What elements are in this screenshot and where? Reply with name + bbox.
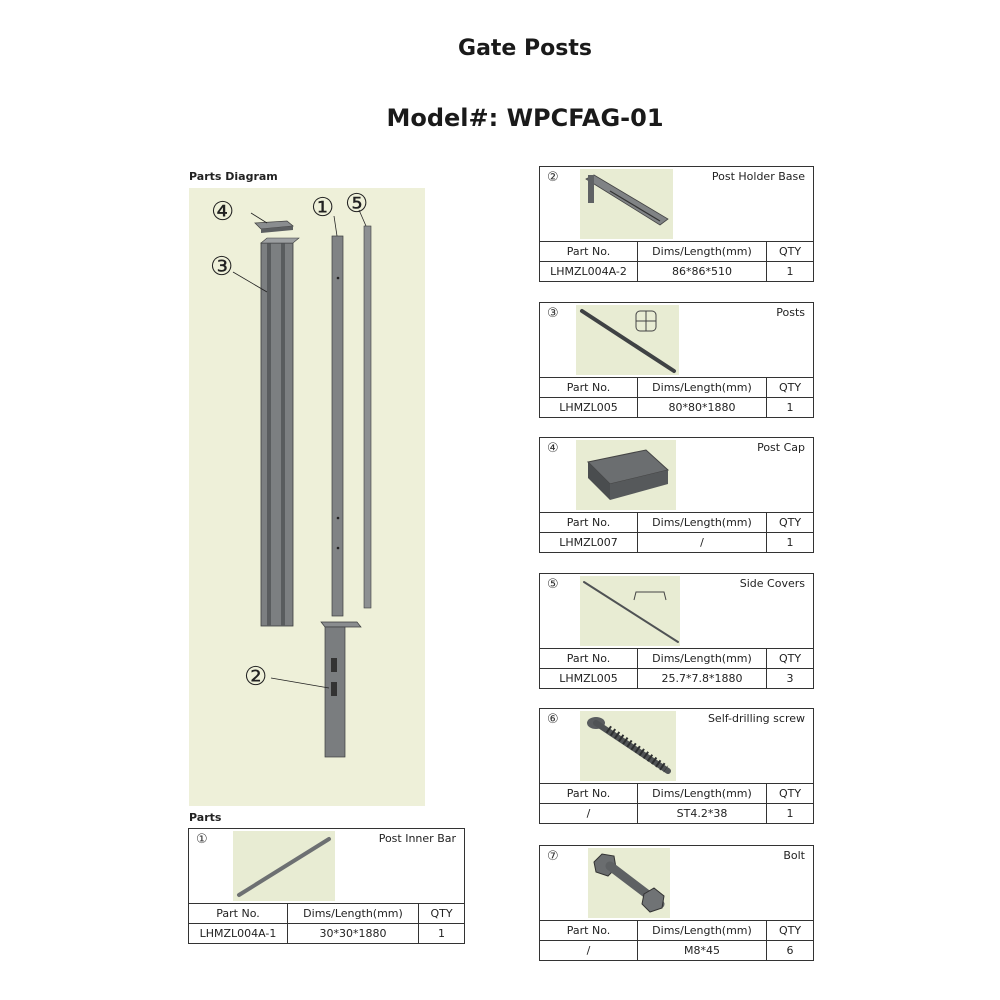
col-header-qty: QTY [778, 381, 802, 394]
leader-line [251, 213, 267, 223]
part-name: Post Holder Base [711, 170, 805, 183]
part-no-value: LHMZL007 [540, 533, 638, 552]
qty-value: 1 [786, 536, 794, 549]
col-header-part-no: Part No. [540, 378, 638, 397]
callout-4: ④ [211, 197, 235, 227]
inner-bar-hole [337, 547, 340, 550]
part-name: Post Cap [757, 441, 805, 454]
inner-bar-hole [337, 517, 340, 520]
col-header-dims: Dims/Length(mm) [288, 904, 419, 923]
part-number-badge: ② [547, 170, 559, 185]
side-covers-image [580, 576, 680, 646]
screw-image [580, 711, 676, 781]
page-title: Gate Posts [458, 36, 592, 61]
dims-value: 25.7*7.8*1880 [638, 669, 767, 688]
dims-value: M8*45 [638, 941, 767, 960]
part-card-bolt [539, 845, 814, 961]
inner-bar-drawing [332, 236, 343, 616]
part-name: Posts [776, 306, 805, 319]
post-drawing [261, 243, 293, 626]
side-cover-drawing [364, 226, 371, 608]
part-no-value: LHMZL005 [540, 398, 638, 417]
parts-diagram-label: Parts Diagram [189, 170, 278, 183]
dims-value: / [638, 533, 767, 552]
col-header-dims: Dims/Length(mm) [638, 921, 767, 940]
part-card-post-cap [539, 437, 814, 553]
part-card-screw [539, 708, 814, 824]
part-name: Bolt [783, 849, 805, 862]
col-header-dims: Dims/Length(mm) [638, 513, 767, 532]
col-header-part-no: Part No. [189, 904, 288, 923]
leader-line [271, 678, 329, 688]
part-card-holder-base [539, 166, 814, 282]
col-header-dims: Dims/Length(mm) [638, 784, 767, 803]
callout-5: ⑤ [345, 189, 369, 219]
part-no-value: LHMZL004A-1 [189, 924, 288, 943]
qty-value: 1 [786, 401, 794, 414]
posts-image [576, 305, 679, 375]
holder-base-image [580, 169, 673, 239]
qty-value: 1 [786, 807, 794, 820]
part-name: Side Covers [739, 577, 805, 590]
col-header-qty: QTY [778, 245, 802, 258]
post-top [261, 238, 299, 243]
dims-value: 30*30*1880 [288, 924, 419, 943]
col-header-dims: Dims/Length(mm) [638, 242, 767, 261]
col-header-part-no: Part No. [540, 784, 638, 803]
part-number-badge: ③ [547, 306, 559, 321]
dims-value: 80*80*1880 [638, 398, 767, 417]
bolt-image [588, 848, 670, 918]
col-header-qty: QTY [778, 516, 802, 529]
part-number-badge: ⑤ [547, 577, 559, 592]
part-card-side-covers [539, 573, 814, 689]
col-header-qty: QTY [778, 652, 802, 665]
qty-value: 6 [786, 944, 794, 957]
parts-diagram-illustration [189, 188, 425, 806]
parts-label: Parts [189, 811, 222, 824]
col-header-part-no: Part No. [540, 513, 638, 532]
inner-bar-hole [337, 277, 340, 280]
inner-bar-image [233, 831, 335, 901]
col-header-qty: QTY [778, 787, 802, 800]
post-cap-image [576, 440, 676, 510]
model-number: Model#: WPCFAG-01 [386, 104, 664, 132]
holder-base-slot [331, 682, 337, 696]
holder-base-slot [331, 658, 337, 672]
col-header-dims: Dims/Length(mm) [638, 649, 767, 668]
part-no-value: LHMZL005 [540, 669, 638, 688]
callout-1: ① [311, 193, 335, 223]
part-number-badge: ⑦ [547, 849, 559, 864]
dims-value: ST4.2*38 [638, 804, 767, 823]
dims-value: 86*86*510 [638, 262, 767, 281]
col-header-qty: QTY [430, 907, 453, 920]
part-no-value: / [540, 941, 638, 960]
holder-base-plate [321, 622, 361, 627]
part-card-posts [539, 302, 814, 418]
col-header-dims: Dims/Length(mm) [638, 378, 767, 397]
part-number-badge: ④ [547, 441, 559, 456]
leader-line [334, 216, 337, 236]
part-number-badge: ① [196, 832, 208, 847]
callout-2: ② [244, 662, 268, 692]
callout-3: ③ [210, 252, 234, 282]
part-number-badge: ⑥ [547, 712, 559, 727]
qty-value: 3 [786, 672, 794, 685]
col-header-part-no: Part No. [540, 649, 638, 668]
col-header-qty: QTY [778, 924, 802, 937]
post-groove [281, 243, 285, 626]
part-no-value: / [540, 804, 638, 823]
part-card-inner-bar [188, 828, 465, 944]
part-name: Post Inner Bar [378, 832, 456, 845]
qty-value: 1 [786, 265, 794, 278]
part-name: Self-drilling screw [707, 712, 805, 725]
post-groove [267, 243, 271, 626]
col-header-part-no: Part No. [540, 921, 638, 940]
qty-value: 1 [438, 927, 445, 940]
parts-diagram [189, 188, 425, 806]
part-no-value: LHMZL004A-2 [540, 262, 638, 281]
col-header-part-no: Part No. [540, 242, 638, 261]
